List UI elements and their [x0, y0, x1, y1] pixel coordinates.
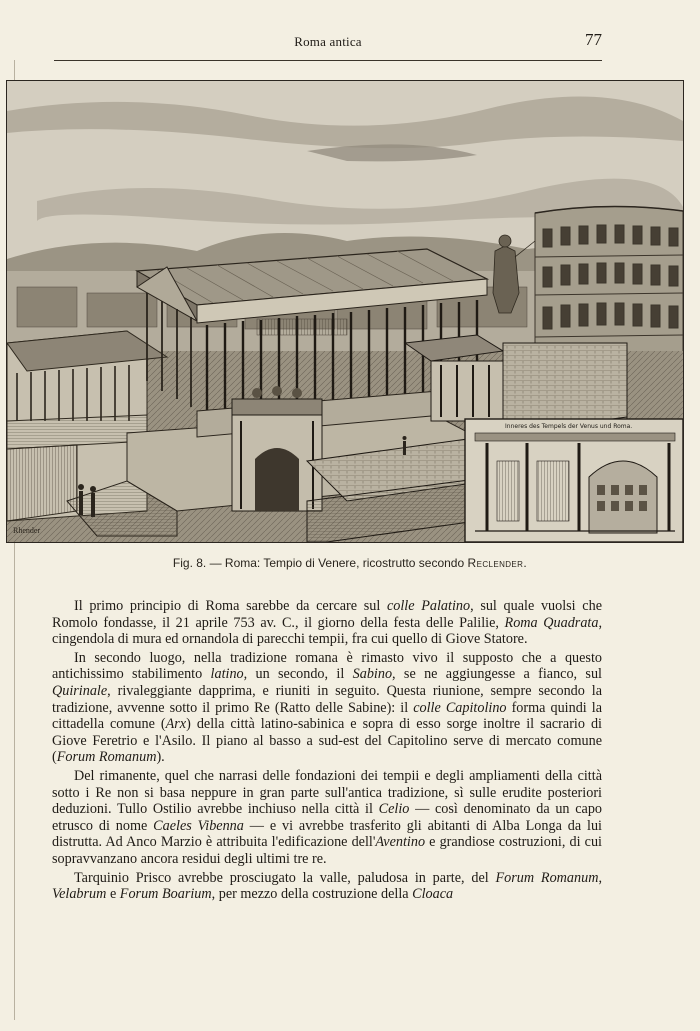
paragraph-2 — [52, 650, 602, 766]
italic-term: Caeles Vibenna — [153, 817, 244, 834]
italic-term: Forum Romanum — [495, 869, 599, 886]
italic-term: latino — [210, 666, 244, 683]
text-run: , per mezzo della costruzione della — [211, 886, 413, 903]
text-run: , sul quale vuolsi che Romolo fondasse, il 21 aprile 753 av. C., il giorno della festa delle Palilie, — [52, 598, 602, 631]
text-run: Il primo principio di Roma sarebbe da cercare sul — [74, 598, 387, 614]
figure-caption — [0, 556, 700, 570]
text-run: e — [106, 886, 120, 903]
paragraph-1 — [52, 598, 602, 648]
figure-engraving — [6, 80, 684, 543]
text-run: Del rimanente, quel che narrasi delle fondazioni dei tempii e degli ampliamenti della città sotto i Re non si basa neppure in gran parte sull'antica tradizione, sì sulle erudite posteriori deduzioni. Tullo Ostilio avrebbe inchiuso nella città il — [52, 767, 602, 818]
text-run: — così denominato da un capo etrusco di nome — [52, 801, 603, 834]
italic-term: Aventino — [375, 834, 426, 851]
colosseum — [535, 206, 683, 363]
text-run: , se ne aggiungesse a fianco, sul — [392, 666, 602, 683]
caption-author: Reclender. — [467, 556, 528, 570]
body-text — [52, 598, 602, 905]
text-run: In secondo luogo, nella tradizione romana è rimasto vivo il supposto che a questo antichissimo stabilimento — [52, 649, 602, 683]
page-number: 77 — [585, 30, 602, 49]
italic-term: Arx — [165, 716, 187, 733]
italic-term: Sabino — [352, 666, 393, 683]
italic-term: Quirinale — [52, 682, 108, 699]
triumphal-arch — [232, 386, 322, 511]
header-rule — [54, 60, 602, 61]
running-head — [54, 30, 602, 56]
text-run: Tarquinio Prisco avrebbe prosciugato la valle, paludosa in parte, del — [74, 869, 496, 886]
paragraph-4 — [52, 870, 602, 903]
italic-term: Roma Quadrata — [504, 614, 599, 631]
engraver-signature: Rhender — [13, 526, 41, 535]
text-run: ) della città latino-sabinica e sopra di esso sorge inoltre il sacrario di Giove Feretrio e l'Asilo. Il piano al basso a sud-est del Capitolino serve di mercato comune ( — [52, 716, 602, 766]
text-run: — e vi avrebbe trasferito gli abitanti di Alba Longa da lui distrutta. Ad Anco Marzio è attribuita l'edificazione dell' — [52, 817, 602, 851]
interior-inset — [465, 419, 683, 542]
italic-term: Forum Romanum — [56, 749, 157, 766]
caption-text: Fig. 8. — Roma: Tempio di Venere, ricostrutto secondo — [172, 556, 465, 570]
text-run: forma quindi la cittadella comune ( — [52, 699, 603, 733]
temple-illustration — [7, 81, 683, 542]
inset-label: Inneres des Tempels der Venus und Roma. — [505, 423, 633, 430]
text-run: e grandiose costruzioni, di cui sopravvanzano ancora residui degli ultimi tre re. — [52, 834, 602, 867]
text-run: , cingendola di mura ed ornandola di parecchi tempii, fra cui quello di Giove Statore. — [52, 614, 602, 648]
paragraph-3 — [52, 768, 602, 868]
text-run: ). — [156, 749, 165, 766]
text-run: , rivaleggiante dapprima, e riuniti in seguito. Questa riunione, sempre secondo la tradizione, avvenne sotto il primo Re (Ratto delle Sabine): il — [52, 682, 602, 716]
text-run: , un secondo, il — [243, 666, 353, 683]
italic-term: colle Palatino — [386, 598, 471, 614]
italic-term: Cloaca — [412, 886, 454, 903]
text-run: , — [598, 869, 602, 886]
italic-term: colle Capitolino — [413, 699, 507, 716]
italic-term: Velabrum — [52, 886, 107, 903]
side-pavilion — [405, 335, 627, 421]
running-title: Roma antica — [294, 34, 362, 49]
italic-term: Celio — [378, 801, 410, 818]
italic-term: Forum Boarium — [119, 886, 212, 903]
